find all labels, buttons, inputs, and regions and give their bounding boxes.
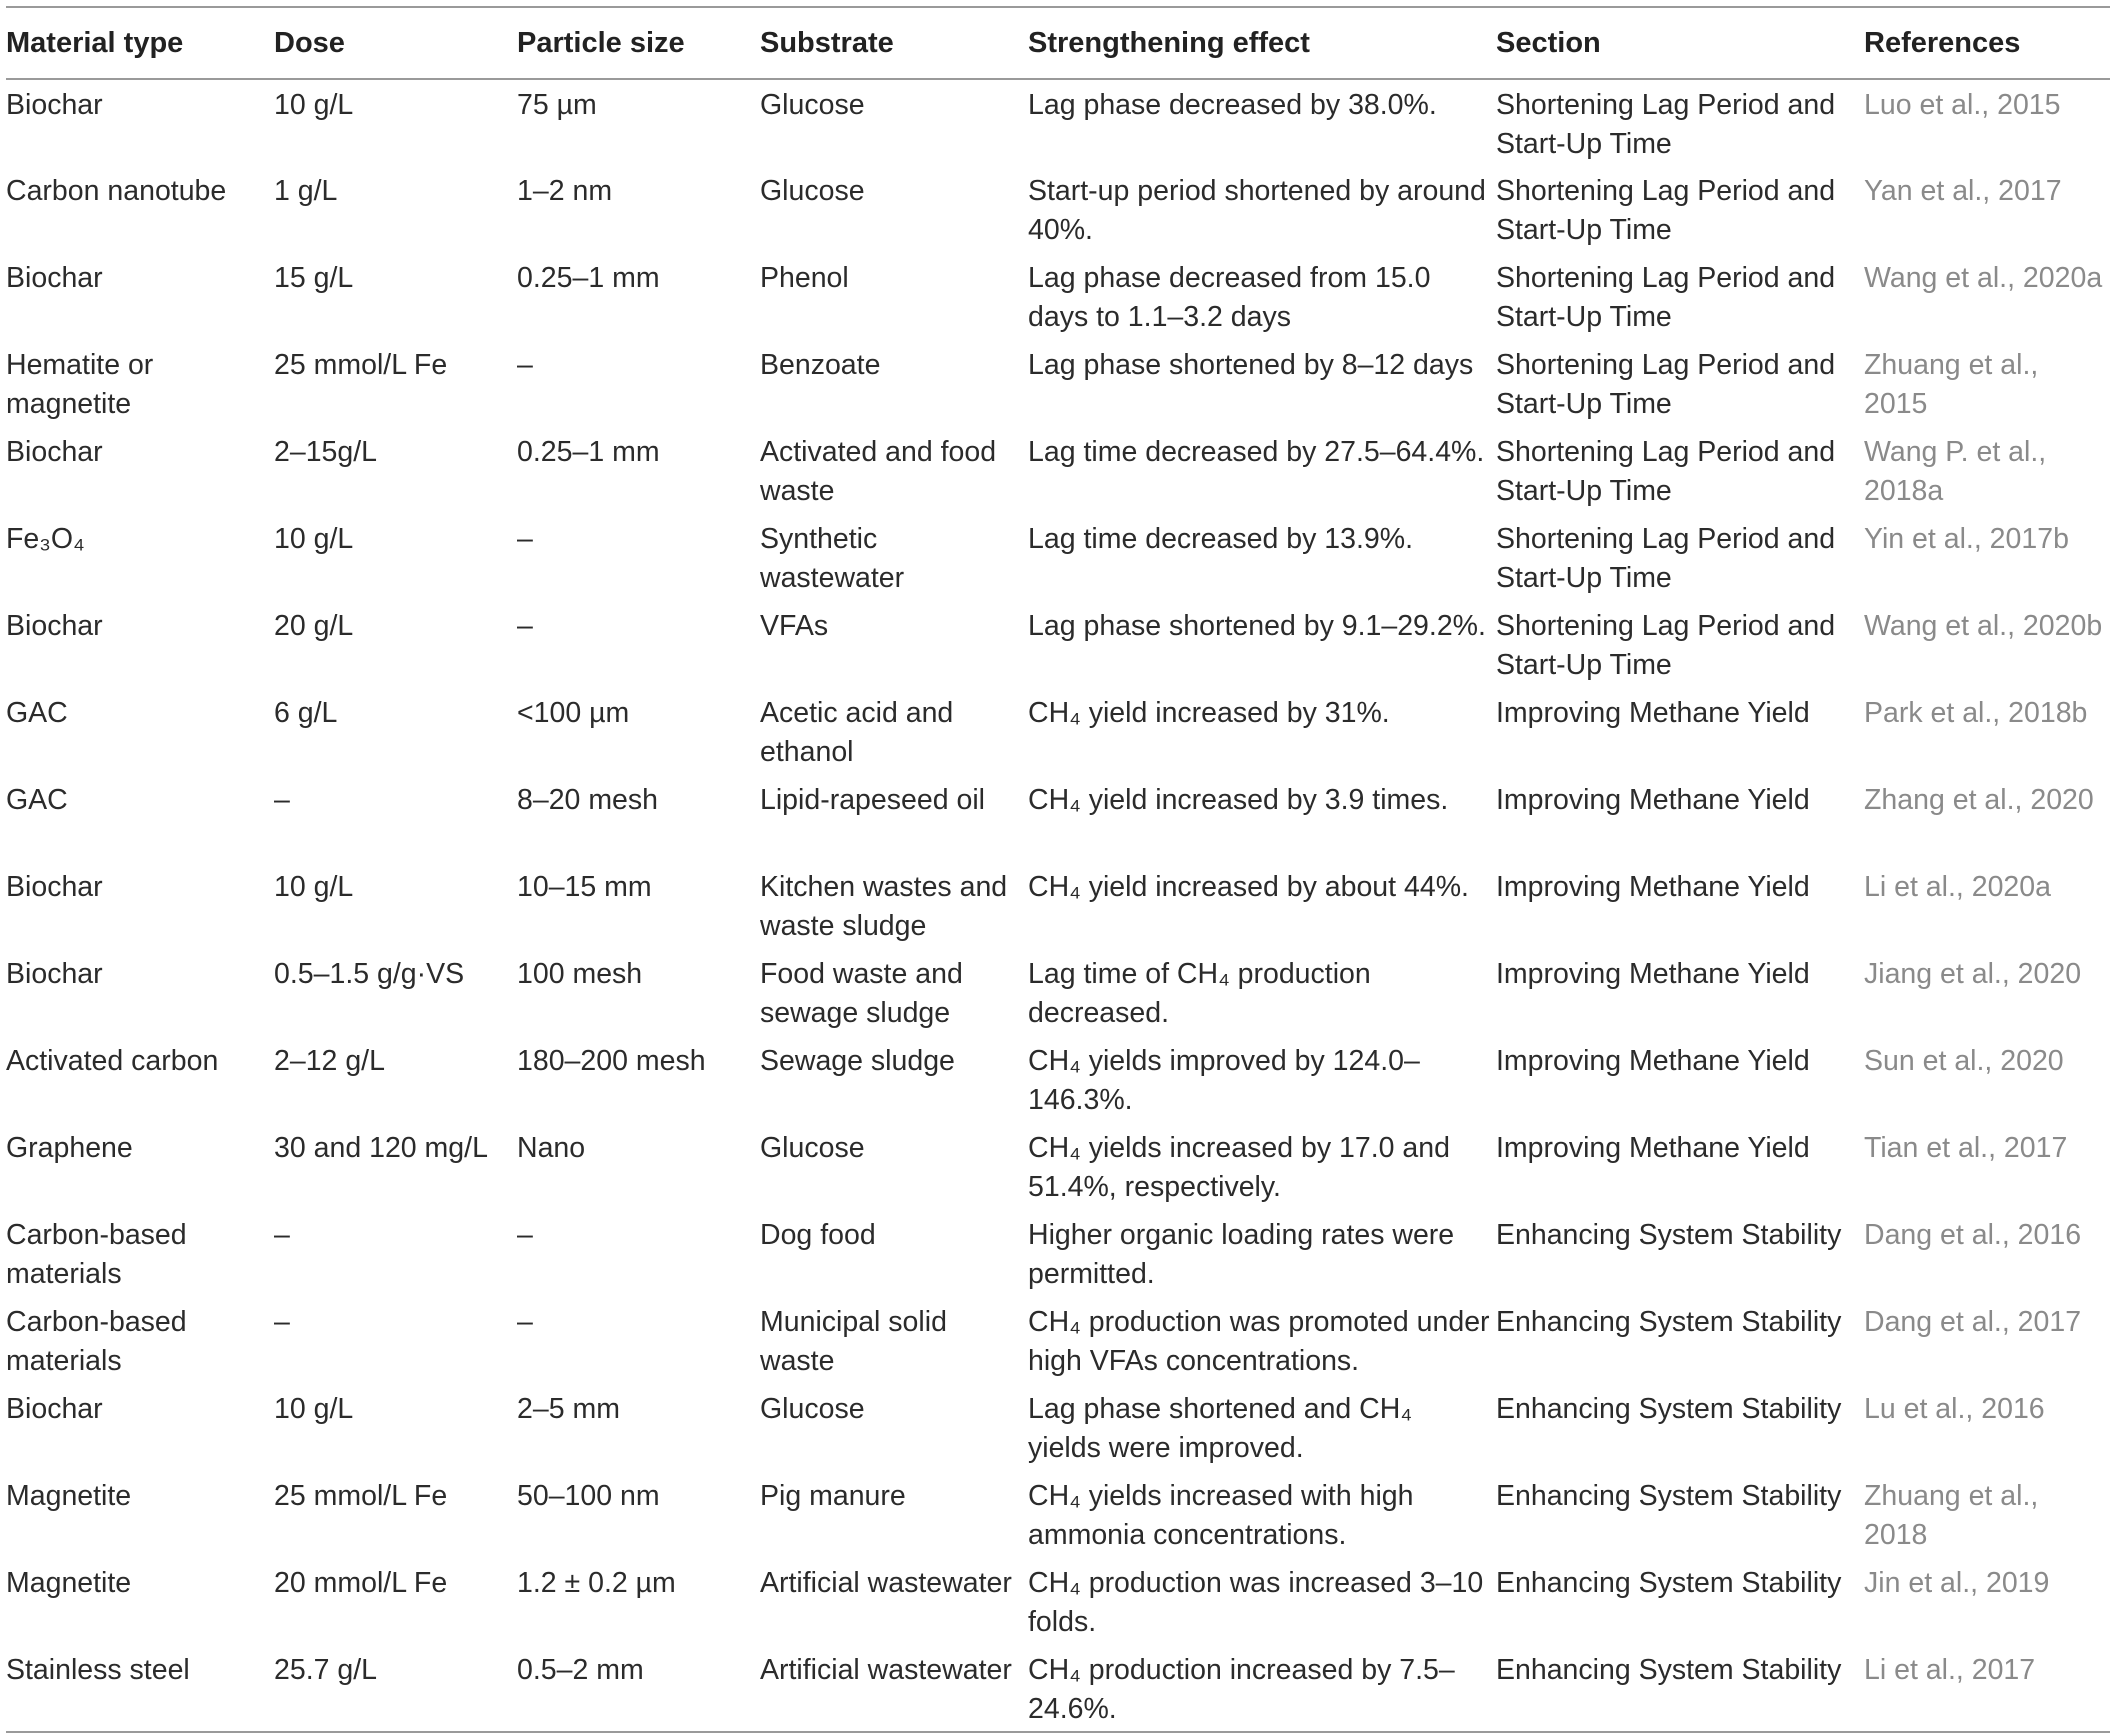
cell-particle-size: – <box>517 349 533 381</box>
cell-strengthening-effect: CH₄ yields improved by 124.0–146.3%. <box>1028 1045 1420 1116</box>
cell-strengthening-effect: Higher organic loading rates were permitted. <box>1028 1219 1455 1290</box>
cell-particle-size: 50–100 nm <box>517 1480 660 1512</box>
cell-dose: 2–12 g/L <box>274 1045 385 1077</box>
materials-table <box>6 6 2110 1733</box>
cell-particle-size: – <box>517 523 533 555</box>
cell-dose: 1 g/L <box>274 175 338 207</box>
cell-particle-size: 2–5 mm <box>517 1393 620 1425</box>
cell-particle-size: – <box>517 610 533 642</box>
cell-references: Zhuang et al., 2018 <box>1864 1480 2039 1551</box>
cell-strengthening-effect: Lag phase shortened by 9.1–29.2%. <box>1028 610 1486 642</box>
cell-references: Dang et al., 2016 <box>1864 1219 2082 1251</box>
cell-references: Zhang et al., 2020 <box>1864 784 2094 816</box>
cell-section: Shortening Lag Period and Start-Up Time <box>1496 610 1836 681</box>
column-header-strengthening-effect: Strengthening effect <box>1028 26 1310 59</box>
cell-references: Park et al., 2018b <box>1864 697 2088 729</box>
header-row <box>6 7 2110 79</box>
cell-particle-size: 0.25–1 mm <box>517 262 660 294</box>
cell-dose: 10 g/L <box>274 1393 354 1425</box>
cell-particle-size: – <box>517 1306 533 1338</box>
cell-dose: 25 mmol/L Fe <box>274 1480 448 1512</box>
cell-particle-size: Nano <box>517 1132 586 1164</box>
cell-material-type: GAC <box>6 697 68 729</box>
cell-section: Shortening Lag Period and Start-Up Time <box>1496 175 1836 246</box>
cell-dose: 2–15g/L <box>274 436 378 468</box>
table-row <box>6 166 2110 253</box>
cell-dose: 10 g/L <box>274 523 354 555</box>
cell-references: Sun et al., 2020 <box>1864 1045 2064 1077</box>
table-row <box>6 1471 2110 1558</box>
cell-strengthening-effect: Lag time decreased by 27.5–64.4%. <box>1028 436 1485 468</box>
cell-references: Zhuang et al., 2015 <box>1864 349 2039 420</box>
cell-substrate: Glucose <box>760 175 865 207</box>
cell-strengthening-effect: CH₄ yield increased by about 44%. <box>1028 871 1469 903</box>
cell-material-type: Magnetite <box>6 1567 132 1599</box>
cell-substrate: Pig manure <box>760 1480 906 1512</box>
column-header-section: Section <box>1496 26 1601 59</box>
cell-references: Yan et al., 2017 <box>1864 175 2062 207</box>
cell-section: Enhancing System Stability <box>1496 1567 1842 1599</box>
cell-strengthening-effect: Start-up period shortened by around 40%. <box>1028 175 1486 246</box>
cell-material-type: Fe₃O₄ <box>6 523 85 555</box>
cell-particle-size: – <box>517 1219 533 1251</box>
cell-dose: – <box>274 1219 290 1251</box>
cell-section: Enhancing System Stability <box>1496 1219 1842 1251</box>
cell-dose: 20 g/L <box>274 610 354 642</box>
cell-material-type: Graphene <box>6 1132 133 1164</box>
cell-section: Shortening Lag Period and Start-Up Time <box>1496 436 1836 507</box>
cell-substrate: Phenol <box>760 262 849 294</box>
cell-references: Lu et al., 2016 <box>1864 1393 2045 1425</box>
cell-section: Improving Methane Yield <box>1496 1045 1810 1077</box>
cell-particle-size: 8–20 mesh <box>517 784 659 816</box>
cell-substrate: Benzoate <box>760 349 881 381</box>
cell-references: Wang P. et al., 2018a <box>1864 436 2047 507</box>
cell-dose: – <box>274 784 290 816</box>
cell-material-type: Hematite or magnetite <box>6 349 154 420</box>
table-row <box>6 601 2110 688</box>
cell-dose: 10 g/L <box>274 89 354 121</box>
column-header-references: References <box>1864 26 2021 59</box>
cell-substrate: Municipal solid waste <box>760 1306 947 1377</box>
cell-particle-size: 1.2 ± 0.2 µm <box>517 1567 676 1599</box>
cell-material-type: Biochar <box>6 958 103 990</box>
cell-references: Li et al., 2020a <box>1864 871 2051 903</box>
column-header-dose: Dose <box>274 26 345 59</box>
column-header-material-type: Material type <box>6 26 184 59</box>
cell-section: Improving Methane Yield <box>1496 1132 1810 1164</box>
cell-substrate: Glucose <box>760 1132 865 1164</box>
table-row <box>6 340 2110 427</box>
cell-dose: 30 and 120 mg/L <box>274 1132 488 1164</box>
cell-dose: 0.5–1.5 g/g·VS <box>274 958 465 990</box>
cell-dose: – <box>274 1306 290 1338</box>
cell-section: Enhancing System Stability <box>1496 1654 1842 1686</box>
cell-material-type: Carbon-based materials <box>6 1219 187 1290</box>
cell-substrate: Dog food <box>760 1219 876 1251</box>
cell-material-type: Biochar <box>6 1393 103 1425</box>
cell-strengthening-effect: CH₄ production increased by 7.5–24.6%. <box>1028 1654 1455 1725</box>
cell-material-type: Carbon-based materials <box>6 1306 187 1377</box>
cell-references: Li et al., 2017 <box>1864 1654 2036 1686</box>
cell-references: Wang et al., 2020b <box>1864 610 2103 642</box>
cell-references: Wang et al., 2020a <box>1864 262 2103 294</box>
cell-strengthening-effect: Lag phase decreased by 38.0%. <box>1028 89 1437 121</box>
table-row <box>6 862 2110 949</box>
cell-strengthening-effect: Lag phase decreased from 15.0 days to 1.1–3.2 days <box>1028 262 1431 333</box>
cell-section: Shortening Lag Period and Start-Up Time <box>1496 349 1836 420</box>
cell-section: Enhancing System Stability <box>1496 1393 1842 1425</box>
cell-material-type: Biochar <box>6 89 103 121</box>
cell-substrate: Lipid-rapeseed oil <box>760 784 985 816</box>
cell-section: Improving Methane Yield <box>1496 958 1810 990</box>
cell-dose: 6 g/L <box>274 697 338 729</box>
cell-substrate: Activated and food waste <box>760 436 997 507</box>
cell-substrate: Glucose <box>760 89 865 121</box>
cell-material-type: Carbon nanotube <box>6 175 227 207</box>
table-row <box>6 514 2110 601</box>
cell-references: Tian et al., 2017 <box>1864 1132 2068 1164</box>
table-row <box>6 427 2110 514</box>
cell-dose: 10 g/L <box>274 871 354 903</box>
cell-substrate: VFAs <box>760 610 829 642</box>
cell-substrate: Artificial wastewater <box>760 1567 1012 1599</box>
cell-section: Improving Methane Yield <box>1496 697 1810 729</box>
table-row <box>6 1297 2110 1384</box>
cell-material-type: Biochar <box>6 610 103 642</box>
cell-strengthening-effect: CH₄ yields increased by 17.0 and 51.4%, respectively. <box>1028 1132 1450 1203</box>
cell-section: Shortening Lag Period and Start-Up Time <box>1496 523 1836 594</box>
cell-strengthening-effect: CH₄ production was promoted under high VFAs concentrations. <box>1028 1306 1490 1377</box>
cell-particle-size: 0.25–1 mm <box>517 436 660 468</box>
cell-material-type: Biochar <box>6 871 103 903</box>
cell-section: Enhancing System Stability <box>1496 1480 1842 1512</box>
column-header-particle-size: Particle size <box>517 26 685 59</box>
cell-dose: 25.7 g/L <box>274 1654 378 1686</box>
cell-substrate: Sewage sludge <box>760 1045 955 1077</box>
cell-references: Yin et al., 2017b <box>1864 523 2069 555</box>
column-header-substrate: Substrate <box>760 26 894 59</box>
cell-dose: 15 g/L <box>274 262 354 294</box>
cell-section: Enhancing System Stability <box>1496 1306 1842 1338</box>
cell-references: Dang et al., 2017 <box>1864 1306 2082 1338</box>
cell-material-type: Biochar <box>6 262 103 294</box>
cell-strengthening-effect: CH₄ yields increased with high ammonia concentrations. <box>1028 1480 1414 1551</box>
cell-particle-size: <100 µm <box>517 697 630 729</box>
cell-particle-size: 10–15 mm <box>517 871 652 903</box>
cell-strengthening-effect: Lag time decreased by 13.9%. <box>1028 523 1413 555</box>
cell-section: Improving Methane Yield <box>1496 784 1810 816</box>
cell-substrate: Food waste and sewage sludge <box>760 958 963 1029</box>
cell-section: Improving Methane Yield <box>1496 871 1810 903</box>
cell-references: Jiang et al., 2020 <box>1864 958 2082 990</box>
cell-material-type: Activated carbon <box>6 1045 219 1077</box>
cell-particle-size: 0.5–2 mm <box>517 1654 644 1686</box>
cell-substrate: Synthetic wastewater <box>760 523 905 594</box>
cell-section: Shortening Lag Period and Start-Up Time <box>1496 89 1836 160</box>
cell-particle-size: 180–200 mesh <box>517 1045 706 1077</box>
document-page <box>0 6 2118 1725</box>
table-row <box>6 1036 2110 1123</box>
cell-references: Jin et al., 2019 <box>1864 1567 2050 1599</box>
table-row <box>6 1123 2110 1210</box>
cell-references: Luo et al., 2015 <box>1864 89 2061 121</box>
cell-section: Shortening Lag Period and Start-Up Time <box>1496 262 1836 333</box>
table-row <box>6 775 2110 862</box>
table-row <box>6 1384 2110 1471</box>
table-header <box>6 7 2110 79</box>
table-body <box>6 79 2110 1732</box>
table-row <box>6 253 2110 340</box>
table-row <box>6 1558 2110 1645</box>
table-row <box>6 688 2110 775</box>
cell-dose: 25 mmol/L Fe <box>274 349 448 381</box>
cell-particle-size: 75 µm <box>517 89 597 121</box>
cell-substrate: Glucose <box>760 1393 865 1425</box>
table-row <box>6 1210 2110 1297</box>
table-row <box>6 1645 2110 1732</box>
cell-material-type: GAC <box>6 784 68 816</box>
cell-substrate: Kitchen wastes and waste sludge <box>760 871 1008 942</box>
cell-substrate: Acetic acid and ethanol <box>760 697 954 768</box>
cell-strengthening-effect: CH₄ yield increased by 3.9 times. <box>1028 784 1449 816</box>
cell-material-type: Biochar <box>6 436 103 468</box>
table-row <box>6 949 2110 1036</box>
cell-strengthening-effect: CH₄ yield increased by 31%. <box>1028 697 1390 729</box>
cell-particle-size: 1–2 nm <box>517 175 613 207</box>
cell-particle-size: 100 mesh <box>517 958 643 990</box>
cell-material-type: Magnetite <box>6 1480 132 1512</box>
cell-dose: 20 mmol/L Fe <box>274 1567 448 1599</box>
cell-substrate: Artificial wastewater <box>760 1654 1012 1686</box>
table-row <box>6 79 2110 166</box>
cell-strengthening-effect: Lag phase shortened and CH₄ yields were improved. <box>1028 1393 1412 1464</box>
cell-strengthening-effect: CH₄ production was increased 3–10 folds. <box>1028 1567 1484 1638</box>
cell-material-type: Stainless steel <box>6 1654 190 1686</box>
cell-strengthening-effect: Lag time of CH₄ production decreased. <box>1028 958 1371 1029</box>
cell-strengthening-effect: Lag phase shortened by 8–12 days <box>1028 349 1474 381</box>
